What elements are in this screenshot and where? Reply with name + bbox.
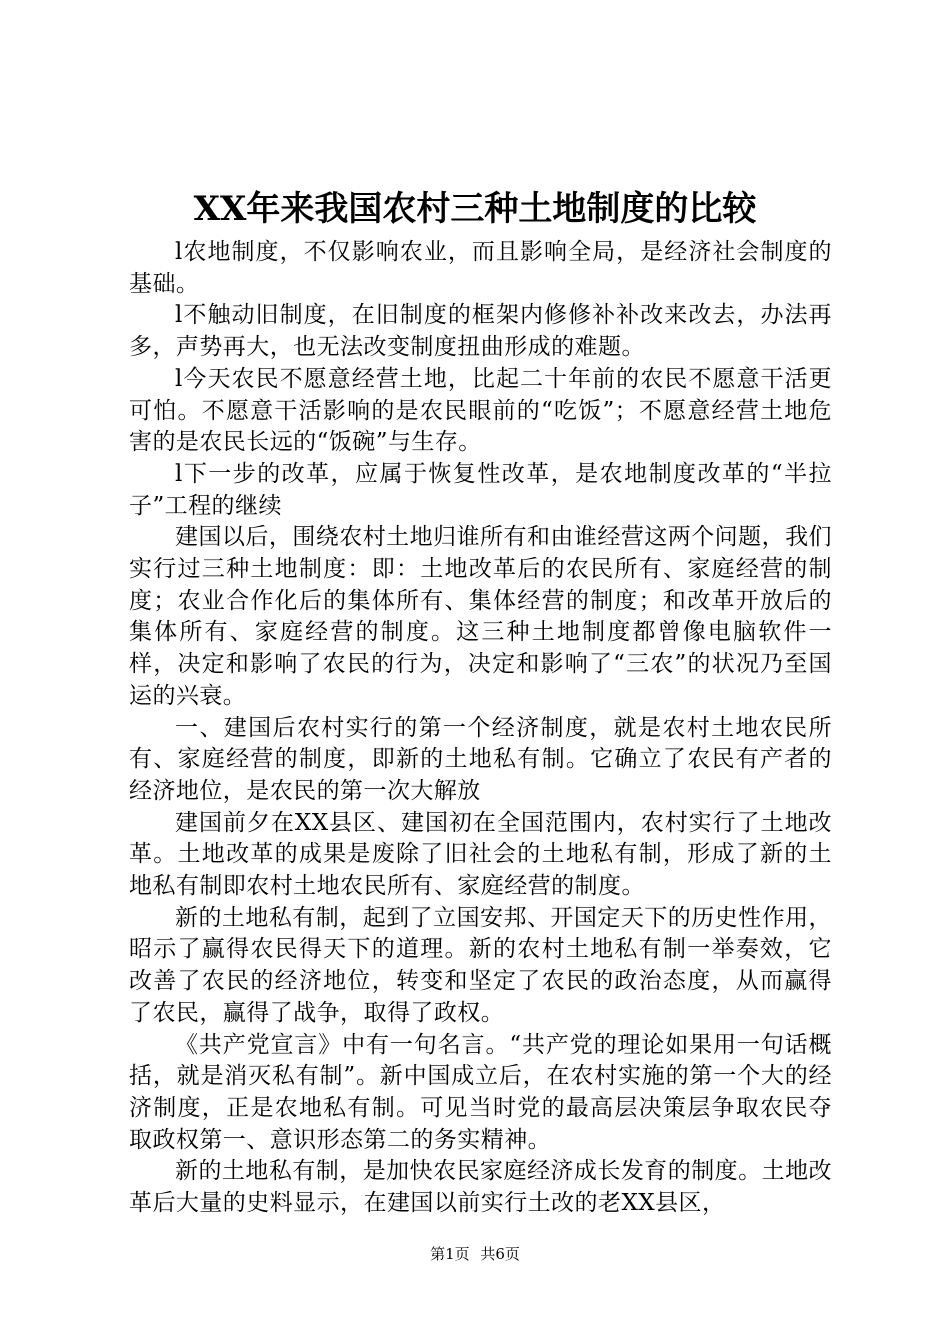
paragraph: 建国以后，围绕农村土地归谁所有和由谁经营这两个问题，我们实行过三种土地制度：即：土地改革后的农民所有、家庭经营的制度；农业合作化后的集体所有、集体经营的制度；和改革开放后的集体所有、家庭经营的制度。这三种土地制度都曾像电脑软件一样，决定和影响了农民的行为，决定和影响了“三农”的状况乃至国运的兴衰。 bbox=[129, 524, 832, 709]
document-title: XX年来我国农村三种土地制度的比较 bbox=[193, 189, 757, 229]
paragraph: 《共产党宣言》中有一句名言。“共产党的理论如果用一句话概括，就是消灭私有制”。新中国成立后，在农村实施的第一个大的经济制度，正是农地私有制。可见当时党的最高层决策层争取农民夺取政权第一、意识形态第二的务实精神。 bbox=[129, 1031, 832, 1153]
page-number: 第1页 bbox=[430, 1245, 470, 1263]
paragraph: 新的土地私有制，起到了立国安邦、开国定天下的历史性作用，昭示了赢得农民得天下的道理。新的农村土地私有制一举奏效，它改善了农民的经济地位，转变和坚定了农民的政治态度，从而赢得了农民，赢得了战争，取得了政权。 bbox=[129, 904, 832, 1026]
paragraph: 一、建国后农村实行的第一个经济制度，就是农村土地农民所有、家庭经营的制度，即新的土地私有制。它确立了农民有产者的经济地位，是农民的第一次大解放 bbox=[129, 714, 832, 804]
document-body bbox=[129, 237, 832, 1220]
paragraph: l不触动旧制度，在旧制度的框架内修修补补改来改去，办法再多，声势再大，也无法改变制度扭曲形成的难题。 bbox=[129, 302, 832, 361]
paragraph: 建国前夕在XX县区、建国初在全国范围内，农村实行了土地改革。土地改革的成果是废除了旧社会的土地私有制，形成了新的土地私有制即农村土地农民所有、家庭经营的制度。 bbox=[129, 809, 832, 900]
page-total: 共6页 bbox=[480, 1245, 520, 1263]
paragraph: l下一步的改革，应属于恢复性改革，是农地制度改革的“半拉子”工程的继续 bbox=[129, 460, 832, 519]
paragraph: l农地制度，不仅影响农业，而且影响全局，是经济社会制度的基础。 bbox=[129, 239, 832, 297]
paragraph: l今天农民不愿意经营土地，比起二十年前的农民不愿意干活更可怕。不愿意干活影响的是农民眼前的“吃饭”；不愿意经营土地危害的是农民长远的“饭碗”与生存。 bbox=[129, 365, 832, 456]
paragraph: 新的土地私有制，是加快农民家庭经济成长发育的制度。土地改革后大量的史料显示，在建国以前实行土改的老XX县区， bbox=[129, 1158, 832, 1217]
page-footer bbox=[0, 1244, 950, 1264]
